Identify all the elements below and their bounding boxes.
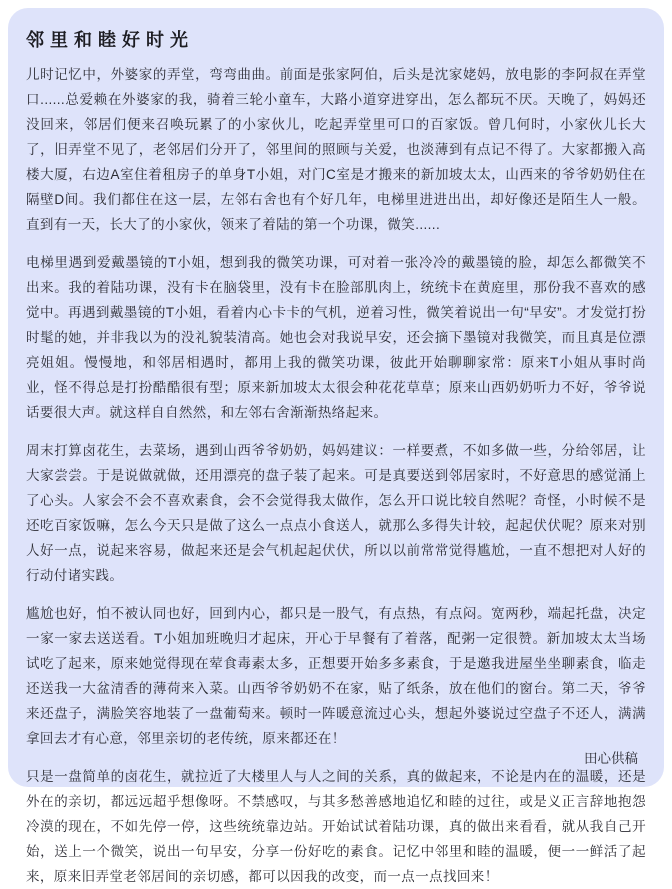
article-panel: [8, 8, 664, 884]
paragraph: 尴尬也好，怕不被认同也好，回到内心，都只是一股气，有点热，有点闷。宽两秒，端起托盘，决定一家一家去送送看。T小姐加班晚归才起床，开心于早餐有了着落，配粥一定很赞。新加坡太太当场试吃了起来，原来她觉得现在荤食毒素太多，正想要开始多多素食，于是邀我进屋坐坐聊素食，临走还送我一大盆清香的薄荷来入菜。山西爷爷奶奶不在家，贴了纸条，放在他们的窗台。第二天，爷爷来还盘子，满脸笑容地装了一盘葡萄来。顿时一阵暖意流过心头，想起外婆说过空盘子不还人，满满拿回去才有心意，邻里亲切的老传统，原来都还在！: [26, 606, 646, 746]
article-body: [26, 62, 646, 889]
author-credit: 田心供稿: [584, 751, 638, 766]
paragraph: 只是一盘简单的卤花生，就拉近了大楼里人与人之间的关系，真的做起来，不论是内在的温暖，还是外在的亲切，都远远超乎想像呀。不禁感叹，与其多愁善感地追忆和睦的过往，或是义正言辞地抱怨冷漠的现在，不如先停一停，这些统统靠边站。开始试试着陆功课，真的做出来看看，就从我自己开始，送上一个微笑，说出一句早安，分享一份好吃的素食。记忆中邻里和睦的温暖，便一一鲜活了起来，原来旧弄堂老邻居间的亲切感，都可以因我的改变，而一点一点找回来！: [26, 769, 646, 884]
paragraph: 周末打算卤花生，去菜场，遇到山西爷爷奶奶，妈妈建议：一样要煮，不如多做一些，分给邻居，让大家尝尝。于是说做就做，还用漂亮的盘子装了起来。可是真要送到邻居家时，不好意思的感觉涌上了心头。人家会不会不喜欢素食，会不会觉得我太做作，怎么开口说比较自然呢？奇怪，小时候不是还吃百家饭嘛，怎么今天只是做了这么一点点小食送人，就那么多得失计较，起起伏伏呢？原来对别人好一点，说起来容易，做起来还是会气机起起伏伏，所以以前常常觉得尴尬，一直不想把对人好的行动付诸实践。: [26, 443, 646, 583]
paragraph: 电梯里遇到爱戴墨镜的T小姐，想到我的微笑功课，可对着一张冷冷的戴墨镜的脸，却怎么都微笑不出来。我的着陆功课，没有卡在脑袋里，没有卡在脸部肌肉上，统统卡在黄庭里，那份我不喜欢的感觉中。再遇到戴墨镜的T小姐，看着内心卡卡的气机，逆着习性，微笑着说出一句“早安”。才发觉打扮时髦的她，并非我以为的没礼貌装清高。她也会对我说早安，还会摘下墨镜对我微笑，而且真是位漂亮姐姐。慢慢地，和邻居相遇时，都用上我的微笑功课，彼此开始聊聊家常：原来T小姐从事时尚业，怪不得总是打扮酷酷很有型；原来新加坡太太很会种花花草草；原来山西奶奶听力不好，爷爷说话要很大声。就这样自自然然，和左邻右舍渐渐热络起来。: [26, 255, 646, 420]
paragraph: 儿时记忆中，外婆家的弄堂，弯弯曲曲。前面是张家阿伯，后头是沈家姥妈，放电影的李阿叔在弄堂口......总爱赖在外婆家的我，骑着三轮小童车，大路小道穿进穿出，怎么都玩不厌。天晚了，妈妈还没回来，邻居们便来召唤玩累了的小家伙儿，吃起弄堂里可口的百家饭。曾几何时，小家伙儿长大了，旧弄堂不见了，老邻居们分开了，邻里间的照顾与关爱，也淡薄到有点记不得了。大家都搬入高楼大厦，右边A室住着租房子的单身T小姐，对门C室是才搬来的新加坡太太，山西来的爷爷奶奶住在隔壁D间。我们都住在这一层，左邻右舍也有个好几年，电梯里进进出出，却好像还是陌生人一般。直到有一天，长大了的小家伙，领来了着陆的第一个功课，微笑......: [26, 67, 646, 232]
page-title: 邻里和睦好时光: [26, 30, 194, 50]
